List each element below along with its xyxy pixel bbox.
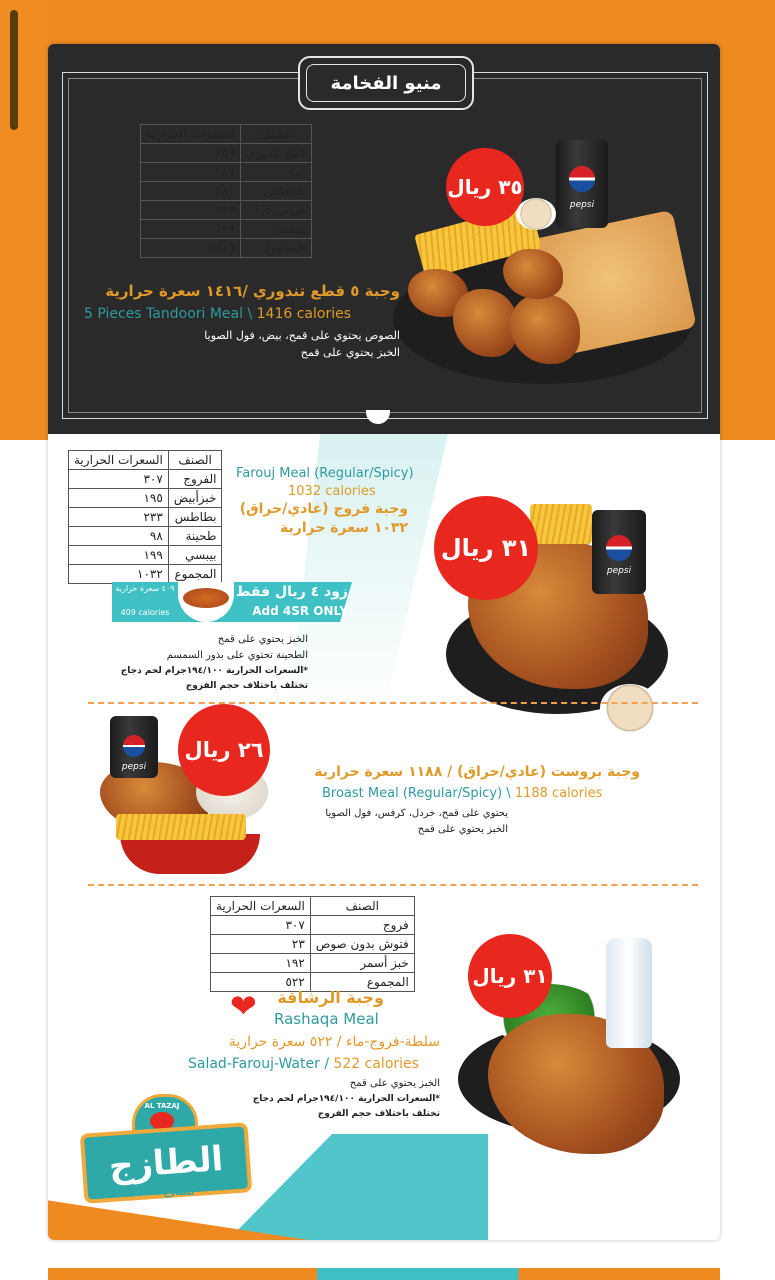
table-cell: السعرات الحرارية — [211, 897, 311, 916]
table-cell: ٣٠٧ — [69, 470, 169, 489]
table-cell: ٢٣٣ — [69, 508, 169, 527]
table-row — [69, 508, 222, 527]
fries-image — [530, 504, 592, 544]
table-cell: صوص تازا — [240, 201, 311, 220]
addon-text-en: Add 4SR ONLY — [252, 604, 348, 618]
meals-section — [48, 434, 720, 1240]
table-cell: فتوش بدون صوص — [310, 935, 414, 954]
basket-red — [120, 834, 260, 874]
scroll-indicator[interactable] — [10, 10, 18, 130]
table-cell: خبزأبيض — [168, 489, 222, 508]
table-row — [211, 935, 415, 954]
section-divider — [88, 702, 698, 704]
table-cell: ٢٩٣ — [141, 201, 241, 220]
meal2-note: *السعرات الحرارية ١٩٤/١٠٠جرام لحم دجاج — [120, 666, 308, 676]
table-cell: المجموع — [240, 239, 311, 258]
meal4-note: الخبز يحتوي على قمح — [349, 1078, 440, 1089]
meal2-calories-ar: ١٠٣٢ سعرة حرارية — [280, 520, 408, 536]
pepsi-can-image: pepsi — [592, 510, 646, 594]
table-cell: فروج — [310, 916, 414, 935]
table-cell: خبز أسمر — [310, 954, 414, 973]
meal2-name-en: Farouj Meal (Regular/Spicy) — [236, 466, 414, 481]
table-cell: ١٩٥ — [69, 489, 169, 508]
table-cell: بيبسي — [240, 220, 311, 239]
meal3-note: يحتوي على قمح، خردل، كرفس، فول الصويا — [325, 808, 508, 819]
table-cell: ١٩٩ — [141, 220, 241, 239]
fries-image — [116, 814, 246, 840]
tahini-cup-image — [600, 684, 660, 732]
meal4-name-ar: وجبة الرشاقة — [277, 988, 384, 1007]
table-row — [141, 201, 312, 220]
table-cell: الصنف — [168, 451, 222, 470]
meal1-allergen-note: الصوص يحتوي على قمح، بيض، فول الصويا — [204, 329, 400, 342]
table-cell: ١٠٣٢ — [69, 565, 169, 584]
table-row — [141, 144, 312, 163]
addon-calories-en: 409 calories — [120, 608, 170, 617]
meal4-calorie-table — [210, 896, 415, 992]
table-cell: ٣٥٦ — [141, 144, 241, 163]
table-cell: ٩٨ — [69, 527, 169, 546]
table-cell: ١٩٩ — [69, 546, 169, 565]
premium-menu-section — [48, 44, 720, 434]
table-cell: ٢٨٧ — [141, 163, 241, 182]
table-cell: بطاطس — [240, 182, 311, 201]
table-cell: ١٩٢ — [211, 954, 311, 973]
meal1-name-ar: وجبة ٥ قطع تندوري /١٤١٦ سعرة حرارية — [105, 282, 400, 300]
teal-decor-bottom — [228, 1134, 488, 1240]
meal3-price-badge: ٢٦ ريال — [178, 704, 270, 796]
water-bottle-image — [606, 938, 652, 1048]
meal2-name-ar: وجبة فروج (عادي/حراق) — [239, 501, 408, 517]
addon-calories-ar: ٤٠٩ سعرة حرارية — [115, 584, 175, 593]
meal1-calorie-table — [140, 124, 312, 258]
orange-left-strip — [0, 0, 48, 440]
pepsi-can-image: pepsi — [110, 716, 158, 778]
table-cell: ٣٠٧ — [211, 916, 311, 935]
meal2-note: الخبز يحتوي على قمح — [217, 634, 308, 645]
calorie-table — [210, 896, 415, 992]
meal4-note: *السعرات الحرارية ١٩٤/١٠٠جرام لحم دجاج — [252, 1094, 440, 1104]
menu-title: منيو الفخامة — [298, 56, 474, 110]
meal4-name-en: Rashaqa Meal — [274, 1010, 379, 1028]
pepsi-can-image: pepsi — [556, 140, 608, 228]
meal1-bread-note: الخبز يحتوي على قمح — [300, 346, 400, 359]
meal3-note: الخبز يحتوي على قمح — [417, 824, 508, 835]
table-row — [69, 470, 222, 489]
table-row — [69, 546, 222, 565]
heart-icon: ❤ — [230, 987, 257, 1025]
meal4-note: تختلف باختلاف حجم الفروج — [317, 1109, 440, 1119]
table-header: الصنف — [240, 125, 311, 144]
meal3-name-en: Broast Meal (Regular/Spicy) \ 1188 calories — [322, 786, 603, 801]
section-divider — [88, 884, 698, 886]
table-row — [211, 897, 415, 916]
calorie-table — [140, 124, 312, 258]
table-cell: قطع تندوري — [240, 144, 311, 163]
meal3-name-ar: وجبة بروست (عادي/حراق) / ١١٨٨ سعرة حرارية — [314, 764, 640, 780]
table-row — [141, 239, 312, 258]
meal2-note: الطحينة تحتوي على بذور السمسم — [166, 650, 308, 661]
table-cell: طحينة — [168, 527, 222, 546]
table-row — [211, 916, 415, 935]
next-page-peek — [48, 1268, 720, 1280]
table-cell: السعرات الحرارية — [69, 451, 169, 470]
tab-notch — [366, 410, 390, 424]
table-row — [69, 565, 222, 584]
meal4-desc-en: Salad-Farouj-Water / 522 calories — [188, 1056, 419, 1072]
table-row — [141, 125, 312, 144]
meal4-price-badge: ٣١ ريال — [468, 934, 552, 1018]
meal1-name-en: 5 Pieces Tandoori Meal \ 1416 calories — [84, 306, 352, 322]
brand-name: الطازج — [107, 1139, 225, 1187]
meal2-calories-en: 1032 calories — [288, 484, 376, 499]
menu-card — [48, 44, 720, 1240]
table-cell: ٢٣ — [211, 935, 311, 954]
table-cell: ١٤١٦ — [141, 239, 241, 258]
table-row — [141, 182, 312, 201]
table-header: السعرات الحرارية — [141, 125, 241, 144]
table-cell: ٢٨١ — [141, 182, 241, 201]
meal2-calorie-table — [68, 450, 222, 584]
table-row — [141, 220, 312, 239]
table-cell: الفروج — [168, 470, 222, 489]
table-row — [69, 489, 222, 508]
brand-logo — [82, 1094, 242, 1204]
table-cell: بطاطس — [168, 508, 222, 527]
table-cell: المجموع — [310, 973, 414, 992]
meal1-price-badge: ٣٥ ريال — [446, 148, 524, 226]
brand-tagline: للطازج الأطعم — [129, 1188, 195, 1198]
logo-badge-text: AL TAZAJ — [144, 1102, 180, 1110]
table-row — [69, 527, 222, 546]
table-cell: خبز — [240, 163, 311, 182]
meal2-note: تختلف باختلاف حجم الفروج — [185, 681, 308, 691]
table-cell: المجموع — [168, 565, 222, 584]
meal4-desc-ar: سلطة-فروج-ماء / ٥٢٢ سعرة حرارية — [228, 1034, 440, 1050]
table-row — [141, 163, 312, 182]
addon-text-ar: زود ٤ ريال فقط — [235, 584, 348, 600]
table-row — [69, 451, 222, 470]
table-cell: الصنف — [310, 897, 414, 916]
sauce-cup-image — [516, 198, 556, 230]
meal2-price-badge: ٣١ ريال — [434, 496, 538, 600]
calorie-table — [68, 450, 222, 584]
table-row — [211, 954, 415, 973]
table-cell: بيبسي — [168, 546, 222, 565]
table-cell: ٥٢٢ — [211, 973, 311, 992]
